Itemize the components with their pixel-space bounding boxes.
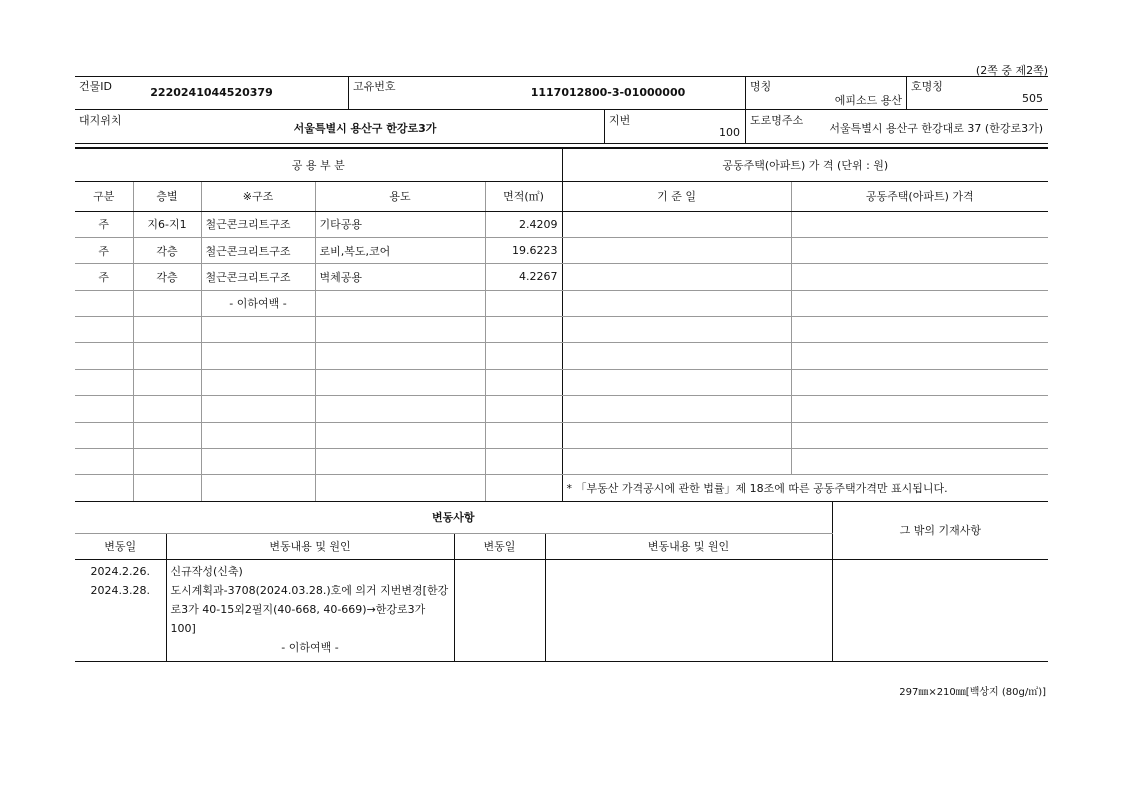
unit-label: 호명칭 (911, 80, 943, 93)
site-location: 서울특별시 용산구 한강로3가 (293, 122, 437, 135)
cell-area: 2.4209 (485, 211, 562, 237)
cell-structure: 철근콘크리트구조 (201, 264, 315, 290)
changes-table (75, 502, 1048, 662)
col-change-date-2: 변동일 (454, 533, 545, 559)
shared-part-table (75, 147, 1048, 502)
price-title: 공동주택(아파트) 가 격 (단위 : 원) (562, 148, 1048, 181)
price-note: * 「부동산 가격공시에 관한 법률」제 18조에 따른 공동주택가격만 표시됩니다. (562, 475, 1048, 501)
table-row (75, 237, 1048, 263)
col-change-date-1: 변동일 (75, 533, 166, 559)
col-usage: 용도 (315, 181, 485, 211)
table-row (75, 211, 1048, 237)
cell-structure: 철근콘크리트구조 (201, 237, 315, 263)
paper-spec: 297㎜×210㎜[백상지 (80g/㎡)] (899, 687, 1046, 698)
change-date-1: 2024.2.26. (90, 564, 150, 578)
cell-structure: 철근콘크리트구조 (201, 211, 315, 237)
lot-number: 100 (719, 126, 740, 139)
cell-area: 4.2267 (485, 264, 562, 290)
col-structure: ※구조 (201, 181, 315, 211)
col-change-content-2: 변동내용 및 원인 (545, 533, 832, 559)
header-block (75, 76, 1048, 144)
change-content-2: 도시계획과-3708(2024.03.28.)호에 의거 지번변경[한강로3가 40-15외2필지(40-668, 40-669)→한강로3가 100] (170, 583, 449, 635)
col-price: 공동주택(아파트) 가격 (791, 181, 1048, 211)
change-date-2: 2024.3.28. (90, 583, 150, 597)
cell-division: 주 (75, 264, 133, 290)
building-id-label: 건물ID (79, 80, 112, 93)
other-notes-title: 그 밖의 기재사항 (832, 502, 1048, 559)
cell-floor: 각층 (133, 237, 201, 263)
cell-area: 19.6223 (485, 237, 562, 263)
road-label: 도로명주소 (750, 114, 804, 127)
cell-usage: 기타공용 (315, 211, 485, 237)
building-id: 2220241044520379 (150, 86, 273, 99)
page-count: (2쪽 중 제2쪽) (975, 64, 1048, 77)
col-base-date: 기 준 일 (562, 181, 791, 211)
shared-part-title: 공 용 부 분 (75, 148, 562, 181)
cell-usage: 로비,복도,코어 (315, 237, 485, 263)
col-floor: 층별 (133, 181, 201, 211)
change-content-1: 신규작성(신축) (170, 564, 243, 578)
change-dates (75, 559, 166, 661)
col-area: 면적(㎡) (485, 181, 562, 211)
cell-division: 주 (75, 211, 133, 237)
table-row (75, 290, 1048, 316)
site-label: 대지위치 (79, 114, 122, 127)
cell-floor: 지6-지1 (133, 211, 201, 237)
unique-no-label: 고유번호 (353, 80, 396, 93)
lot-label: 지번 (609, 114, 631, 127)
cell-usage: 벽체공용 (315, 264, 485, 290)
col-division: 구분 (75, 181, 133, 211)
cell-floor: 각층 (133, 264, 201, 290)
cell-division: 주 (75, 237, 133, 263)
changes-title: 변동사항 (75, 502, 832, 533)
unit-name: 505 (1022, 92, 1043, 105)
col-change-content-1: 변동내용 및 원인 (166, 533, 454, 559)
building-name: 에피소드 용산 (834, 94, 902, 107)
changes-end-mark: - 이하여백 - (281, 640, 339, 654)
change-contents (166, 559, 454, 661)
road-address: 서울특별시 용산구 한강대로 37 (한강로3가) (829, 122, 1043, 135)
unique-no: 1117012800-3-01000000 (530, 86, 686, 99)
table-row (75, 264, 1048, 290)
end-mark: - 이하여백 - (201, 290, 315, 316)
name-label: 명칭 (750, 80, 772, 93)
